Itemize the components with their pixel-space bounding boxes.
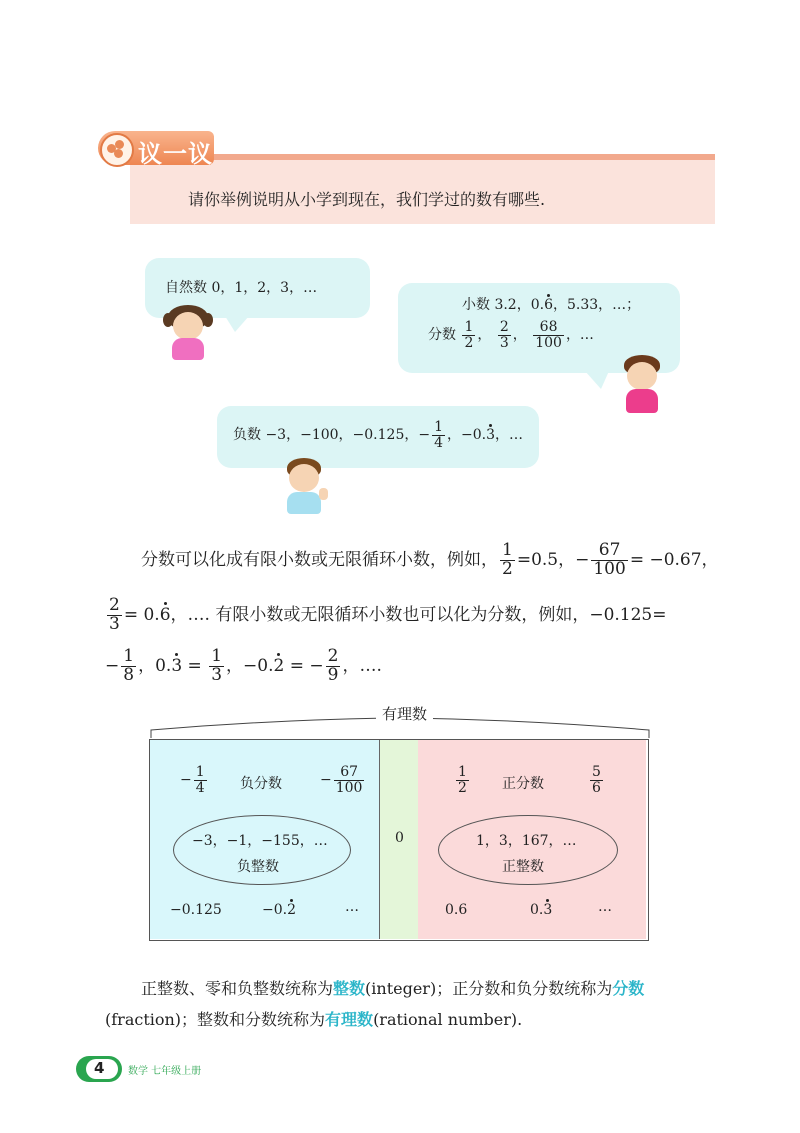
- fraction: $\frac{2}{3}$: [109, 595, 120, 634]
- negative-fraction-b: − $\frac{67}{100}$: [320, 764, 363, 796]
- definition-line1: 正整数、零和负整数统称为整数(integer)；正分数和负分数统称为分数: [141, 979, 645, 998]
- fraction: $\frac{2}{9}$: [327, 646, 339, 685]
- fraction: $\frac{1}{4}$: [434, 419, 444, 451]
- book-title: 数学 七年级上册: [128, 1066, 202, 1077]
- positive-ellipsis: …: [598, 899, 612, 915]
- fraction: $\frac{67}{100}$: [593, 540, 626, 579]
- fraction: $\frac{1}{2}$: [464, 319, 474, 351]
- positive-fraction-a: $\frac{1}{2}$: [458, 764, 467, 796]
- fraction: $\frac{68}{100}$: [535, 319, 562, 351]
- positive-integers: 1，3，167，…: [476, 833, 577, 849]
- negative-integers: −3，−1，−155，…: [192, 833, 328, 849]
- discussion-question: 请你举例说明从小学到现在，我们学过的数有哪些.: [188, 190, 546, 209]
- definition-line2: (fraction)；整数和分数统称为有理数(rational number).: [105, 1010, 523, 1029]
- positive-decimal-b: 0.3: [530, 902, 553, 918]
- negative-decimal-b: −0.2: [262, 902, 297, 918]
- negative-fraction-label: 负分数: [240, 776, 282, 792]
- discussion-badge-icon: [100, 133, 134, 167]
- fraction: $\frac{1}{8}$: [123, 646, 135, 685]
- fraction-text: 分数 $\frac{1}{2}$ ， $\frac{2}{3}$ ， $\frac{68}{100}$ ，…: [428, 319, 594, 351]
- negative-fraction-a: − $\frac{1}{4}$: [180, 764, 205, 796]
- negative-decimal-a: −0.125: [170, 902, 222, 918]
- banner-divider: [210, 154, 715, 160]
- conversion-paragraph-line1: 分数可以化成有限小数或无限循环小数，例如， $\frac{1}{2}$ =0.5，− $\frac{67}{100}$ = −0.67，: [141, 540, 719, 579]
- positive-decimal-a: 0.6: [445, 902, 468, 918]
- term-integer: 整数: [333, 979, 366, 998]
- term-rational: 有理数: [325, 1010, 374, 1029]
- boy-avatar: [283, 458, 329, 516]
- positive-fraction-label: 正分数: [502, 776, 544, 792]
- positive-integer-label: 正整数: [502, 859, 544, 875]
- conversion-paragraph-line3: − $\frac{1}{8}$ ，0.3 = $\frac{1}{3}$ ，−0.2 = − $\frac{2}{9}$ ，….: [105, 646, 382, 685]
- negative-ellipsis: …: [345, 899, 359, 915]
- fraction: $\frac{2}{3}$: [499, 319, 509, 351]
- negative-numbers-text: 负数 −3，−100，−0.125，− $\frac{1}{4}$ ，−0.3，…: [233, 419, 524, 451]
- decimal-text: 小数 3.2，0.6，5.33，…；: [462, 297, 641, 313]
- term-fraction: 分数: [612, 979, 645, 998]
- page-number: 4: [94, 1059, 105, 1077]
- girl-avatar: [166, 305, 210, 360]
- speech-bubble-tail: [225, 316, 249, 332]
- rational-label: 有理数: [376, 703, 433, 724]
- negative-integer-label: 负整数: [237, 859, 279, 875]
- fraction: $\frac{1}{2}$: [502, 540, 513, 579]
- discussion-title: 议一议: [138, 140, 213, 168]
- boy-avatar: [622, 355, 662, 413]
- fraction: $\frac{1}{3}$: [211, 646, 223, 685]
- zero-value: 0: [395, 830, 404, 846]
- natural-numbers-text: 自然数 0，1，2，3，…: [165, 280, 318, 296]
- positive-fraction-b: $\frac{5}{6}$: [592, 764, 601, 796]
- conversion-paragraph-line2: $\frac{2}{3}$ = 0.6，…. 有限小数或无限循环小数也可以化为分数，例如，−0.125=: [109, 595, 667, 634]
- speech-bubble-tail: [585, 371, 609, 389]
